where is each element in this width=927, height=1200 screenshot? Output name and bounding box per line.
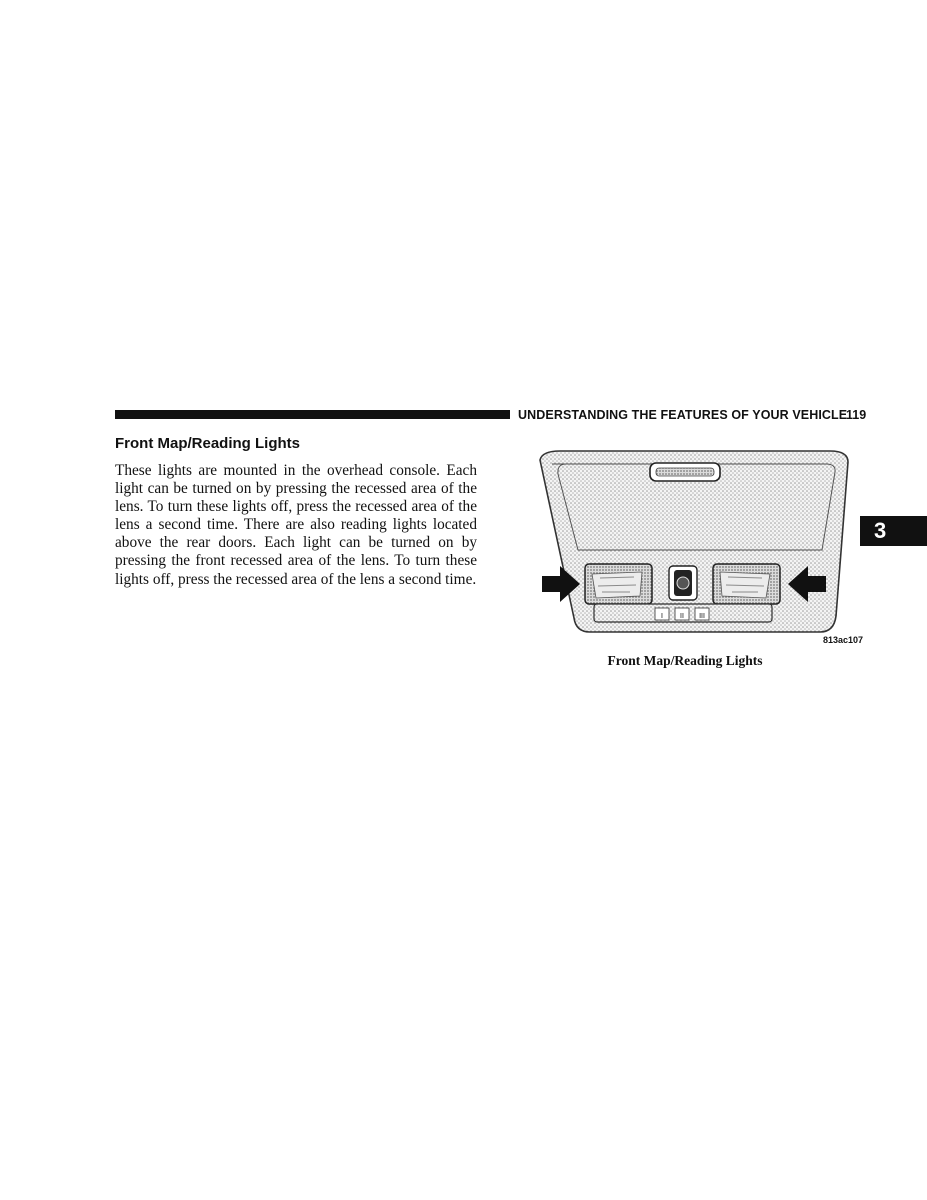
figure-caption: Front Map/Reading Lights <box>607 653 763 668</box>
header-rule <box>115 410 510 419</box>
button-3-label: III <box>699 613 705 620</box>
chapter-tab-number: 3 <box>874 518 887 543</box>
overhead-console-illustration <box>530 446 865 646</box>
page-number: 119 <box>846 408 867 422</box>
chapter-tab[interactable] <box>860 516 927 546</box>
button-2-label: II <box>680 613 684 620</box>
figure-id: 813ac107 <box>823 635 864 645</box>
button-1-label: I <box>661 613 663 620</box>
running-header-title: UNDERSTANDING THE FEATURES OF YOUR VEHICLE <box>518 408 848 422</box>
section-heading: Front Map/Reading Lights <box>115 435 300 452</box>
overhead-console-figure <box>530 446 865 646</box>
section-body-text: These lights are mounted in the overhead console. Each light can be turned on by pressing the recessed area of the lens. To turn these lights off, press the recessed area of the lens a second time. There are also reading lights located above the rear doors. Each light can be turned on by pressing the front recessed area of the lens. To turn these lights off, press the recessed area of the lens a second time. <box>115 462 477 588</box>
